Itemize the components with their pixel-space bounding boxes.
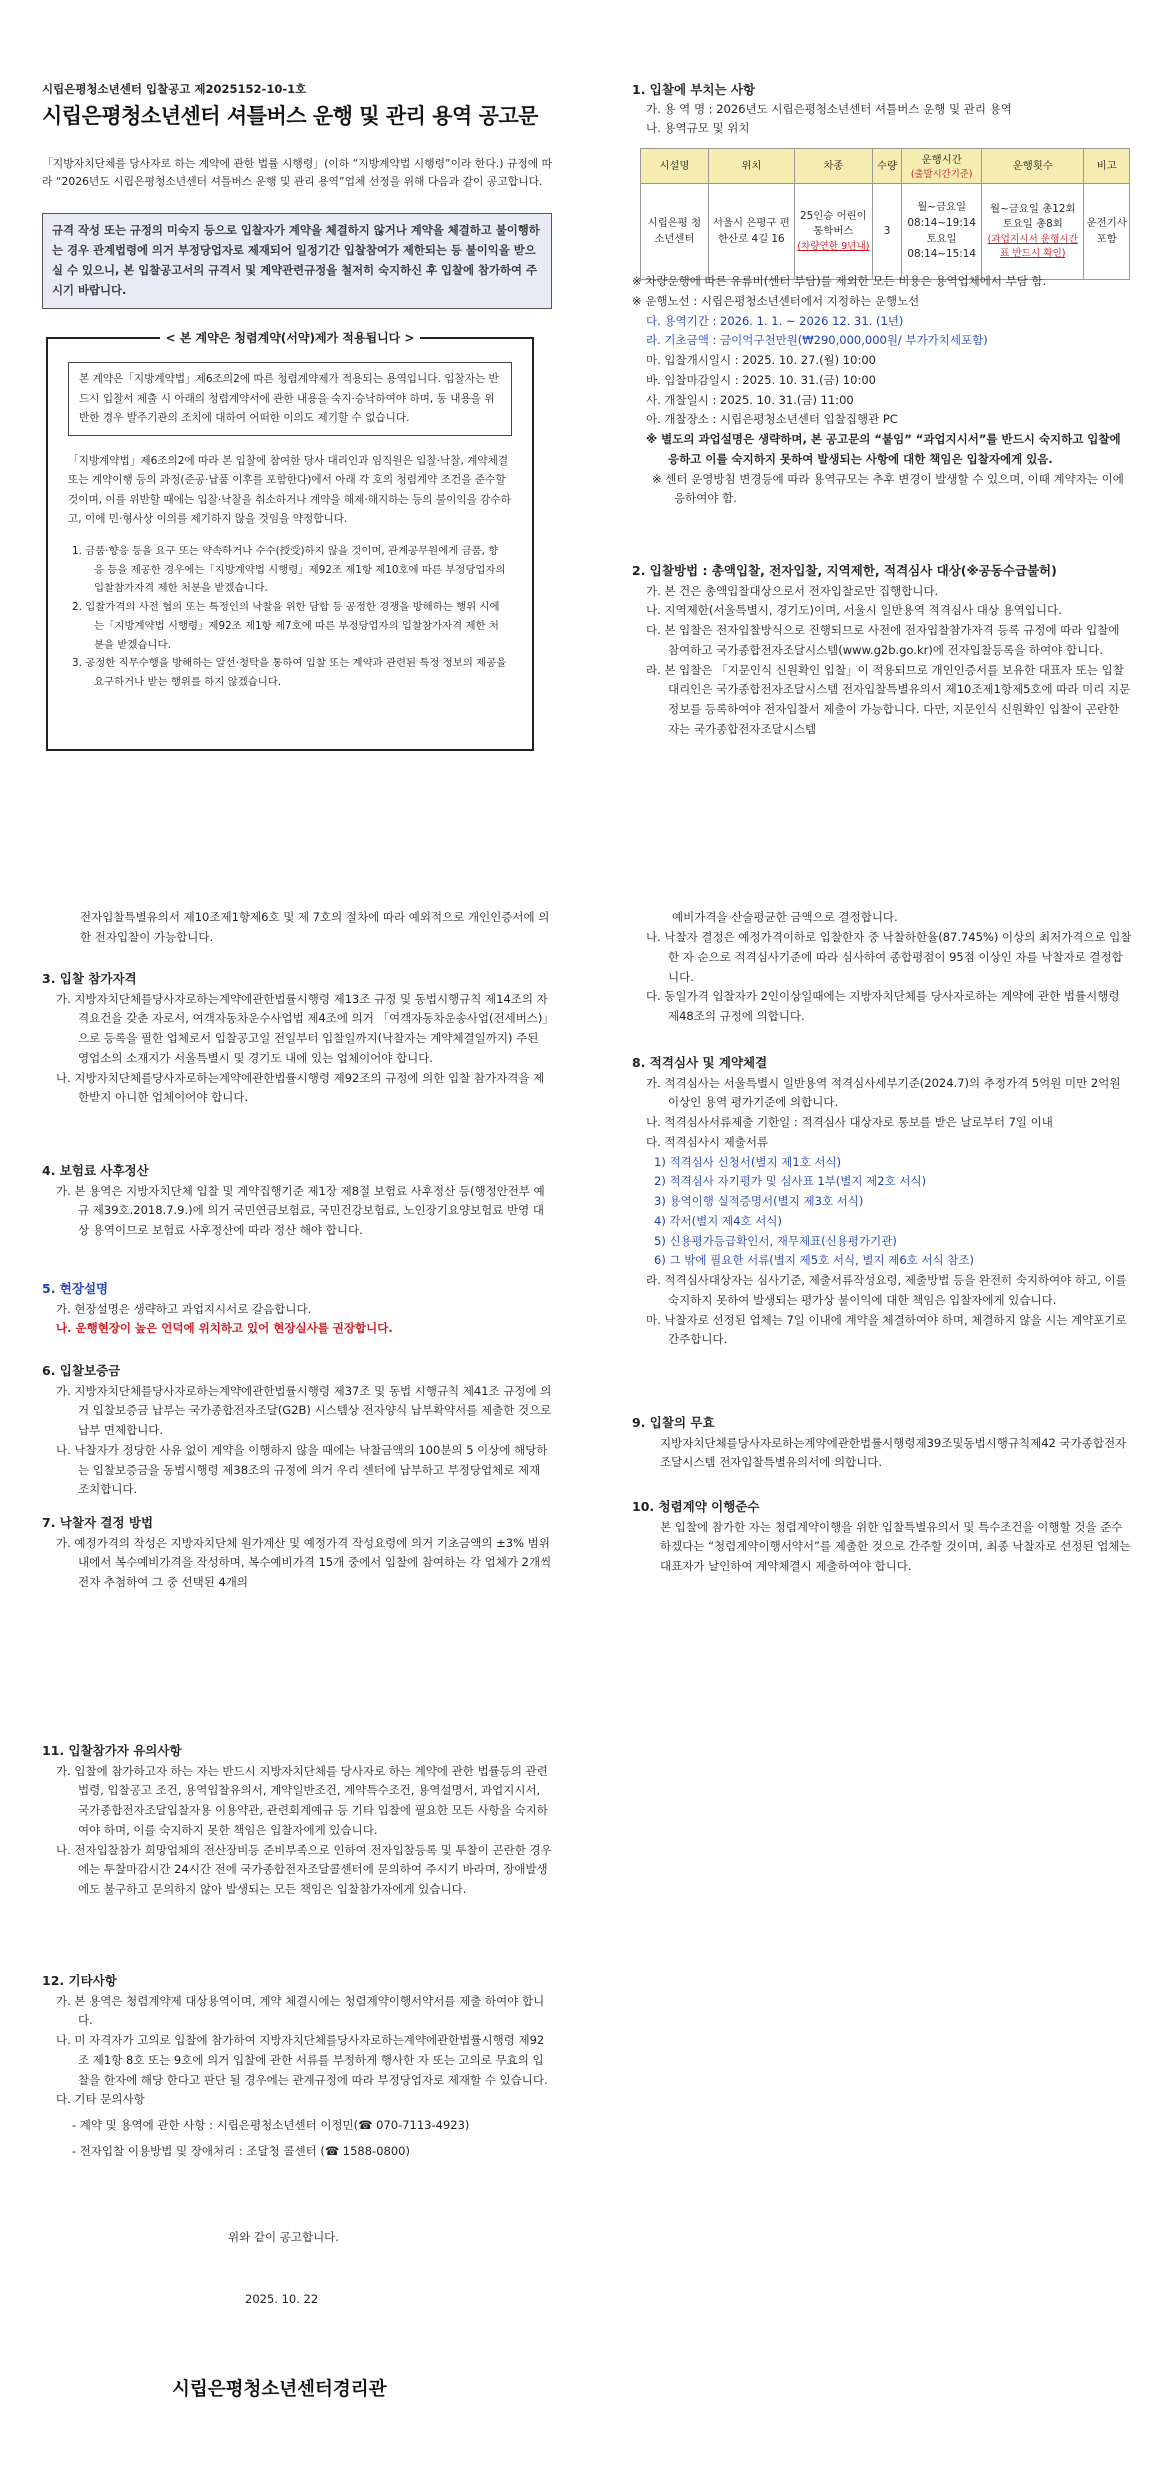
section-11-item: 나. 전자입찰참가 희망업체의 전산장비등 준비부족으로 인하여 전자입찰등록 및 투찰이 곤란한 경우에는 투찰마감시간 24시간 전에 국가종합전자조달콜센터에 문의하여 주시기 바라며, 장애발생에도 불구하고 문의하지 않아 발생되는 모든 책임은 입찰참가자에게 있습니다. <box>56 1842 552 1897</box>
table-header: 수량 <box>872 149 901 184</box>
table-cell: 서울시 은평구 편한산로 4길 16 <box>708 184 794 280</box>
section-1-period: 다. 용역기간 : 2026. 1. 1. ~ 2026 12. 31. (1년) <box>646 313 904 328</box>
table-header: 차종 <box>794 149 872 184</box>
section-5-title: 5. 현장설명 <box>42 1281 109 1296</box>
section-12-title: 12. 기타사항 <box>42 1973 117 1988</box>
section-3-item: 가. 지방자치단체를당사자로하는계약에관한법률시행령 제13조 규정 및 동법시행규칙 제14조의 자격요건을 갖춘 자로서, 여객자동차운수사업법 제4조에 의거 「여객자동차운송사업(전세버스)」으로 등록을 필한 업체로서 입찰공고일 전일부터 입찰일까지(낙찰자는 계약체결일까지) 주된 영업소의 소재지가 서울특별시 및 경기도 내에 있는 업체이어야 합니다. <box>56 991 549 1065</box>
section-7-item: 다. 동일가격 입찰자가 2인이상일때에는 지방자치단체를 당사자로하는 계약에 관한 법률시행령 제48조의 규정에 의합니다. <box>646 989 1120 1024</box>
section-12-item: 가. 본 용역은 청렴계약제 대상용역이며, 계약 체결시에는 청렴계약이행서약서를 제출 하여야 합니다. <box>56 1993 545 2028</box>
section-6-item: 나. 낙찰자가 정당한 사유 없이 계약을 이행하지 않을 때에는 낙찰금액의 100분의 5 이상에 해당하는 입찰보증금을 동법시행령 제38조의 규정에 의거 우리 센터에 납부하고 부정당업체로 제재 조치합니다. <box>56 1442 548 1497</box>
issuing-organization: 시립은평청소년센터경리관 <box>172 2379 387 2400</box>
section-3-title: 3. 입찰 참가자격 <box>42 971 137 986</box>
section-2-continued: 전자입찰특별유의서 제10조제1항제6호 및 제 7호의 절차에 따라 예외적으로 개인인증서에 의한 전자입찰이 가능합니다. <box>80 910 550 944</box>
table-header: 비고 <box>1084 149 1130 184</box>
section-2-item: 가. 본 건은 총액입찰대상으로서 전자입찰로만 집행합니다. <box>646 583 939 598</box>
section-2-item: 라. 본 입찰은 「지문인식 신원확인 입찰」이 적용되므로 개인인증서를 보유한 대표자 또는 입찰대리인은 국가종합전자조달시스템 전자입찰특별유의서 제10조제1항제5호에 따라 미리 지문정보를 등록하여야 전자입찰서 제출이 가능합니다. 다만, 지문인식 신원확인 입찰이 곤란한 자는 국가종합전자조달시스템 <box>646 662 1131 736</box>
section-2-title: 2. 입찰방법 : 총액입찰, 전자입찰, 지역제한, 적격심사 대상(※공동수급불허) <box>632 563 1057 578</box>
document-list-item: 1) 적격심사 신청서(별지 제1호 서식) <box>654 1154 842 1169</box>
section-1-item: 바. 입찰마감일시 : 2025. 10. 31.(금) 10:00 <box>646 372 876 387</box>
integrity-item: 3. 공정한 직무수행을 방해하는 알선·청탁을 통하여 입찰 또는 계약과 관련된 특정 정보의 제공을 요구하거나 받는 행위를 하지 않겠습니다. <box>72 657 507 689</box>
notice-number: 시립은평청소년센터 입찰공고 제2025152-10-1호 <box>42 82 307 96</box>
section-8-item: 마. 낙찰자로 선정된 업체는 7일 이내에 계약을 체결하여야 하며, 체결하지 않을 시는 계약포기로 간주합니다. <box>646 1312 1127 1347</box>
integrity-item: 1. 금품·향응 등을 요구 또는 약속하거나 수수(授受)하지 않을 것이며, 관계공무원에게 금품, 향응 등을 제공한 경우에는「지방계약법 시행령」제92조 제1항 제10호에 따른 부정당업자의 입찰참가자격 제한 처분을 받겠습니다. <box>72 545 506 595</box>
table-header: 위치 <box>708 149 794 184</box>
page-title: 시립은평청소년센터 셔틀버스 운행 및 관리 용역 공고문 <box>42 103 538 128</box>
section-10-title: 10. 청렴계약 이행준수 <box>632 1499 760 1514</box>
announcement-date: 2025. 10. 22 <box>245 2292 319 2306</box>
section-5-item: 가. 현장설명은 생략하고 과업지시서로 갈음합니다. <box>56 1301 312 1316</box>
section-5-item: 나. 운행현장이 높은 언덕에 위치하고 있어 현장실사를 권장합니다. <box>56 1321 393 1336</box>
section-8-item: 라. 적격심사대상자는 심사기준, 제출서류작성요령, 제출방법 등을 완전히 숙지하여야 하고, 이를 숙지하지 못하여 발생되는 평가상 불이익에 대한 책임은 입찰자에게 있습니다. <box>646 1273 1127 1307</box>
section-2-item: 다. 본 입찰은 전자입찰방식으로 진행되므로 사전에 전자입찰참가자격 등록 규정에 따라 입찰에 참여하고 국가종합전자조달시스템(www.g2b.go.kr)에 전자입찰등록을 하여야 합니다. <box>646 623 1120 657</box>
section-4-title: 4. 보험료 사후정산 <box>42 1163 149 1178</box>
section-6-title: 6. 입찰보증금 <box>42 1363 121 1378</box>
section-8-item: 가. 적격심사는 서울특별시 일반용역 적격심사세부기준(2024.7)의 추정가격 5억원 미만 2억원 이상인 용역 평가기준에 의합니다. <box>646 1075 1121 1110</box>
table-cell: 3 <box>872 184 901 280</box>
document-list-item: 3) 용역이행 실적증명서(별지 제3호 서식) <box>654 1194 864 1209</box>
section-8-item: 다. 적격심사시 제출서류 <box>646 1134 769 1149</box>
section-1-note: ※ 차량운행에 따른 유류비(센터 부담)를 제외한 모든 비용은 용역업체에서 부담 함. <box>632 274 1047 288</box>
section-8-item: 나. 적격심사서류제출 기한일 : 적격심사 대상자로 통보를 받은 날로부터 7일 이내 <box>646 1115 1053 1130</box>
section-10-body: 본 입찰에 참가한 자는 청렴계약이행을 위한 입찰특별유의서 및 특수조건을 이행할 것을 준수하겠다는 “청렴계약이행서약서”를 제출한 것으로 간주할 것이며, 최종 낙찰자로 선정된 업체는 대표자가 날인하여 계약체결시 제출하여야 합니다. <box>660 1519 1131 1574</box>
section-3-item: 나. 지방자치단체를당사자로하는계약에관한법률시행령 제92조의 규정에 의한 입찰 참가자격을 제한받지 아니한 업체이어야 합니다. <box>56 1070 545 1105</box>
section-1-warning: ※ 별도의 과업설명은 생략하며, 본 공고문의 “붙임” “과업지시서”를 반드시 숙지하고 입찰에 응하고 이를 숙지하지 못하여 발생되는 사항에 대한 책임은 입찰자에게 있음. <box>646 432 1121 466</box>
integrity-contract-heading: < 본 계약은 청렴계약(서약)제가 적용됩니다 > <box>160 329 420 348</box>
document-list-item: 6) 그 밖에 필요한 서류(별지 제5호 서식, 별지 제6호 서식 참조) <box>654 1253 975 1268</box>
section-2-item: 나. 지역제한(서울특별시, 경기도)이며, 서울시 일반용역 적격심사 대상 용역입니다. <box>646 603 1062 618</box>
table-cell: 운전기사 포함 <box>1084 184 1130 280</box>
contact-line: - 전자입찰 이용방법 및 장애처리 : 조달청 콜센터 (☎ 1588-0800) <box>72 2143 410 2158</box>
section-11-item: 가. 입찰에 참가하고자 하는 자는 반드시 지방자치단체를 당사자로 하는 계약에 관한 법률등의 관련법령, 입찰공고 조건, 용역입찰유의서, 계약일반조건, 계약특수조건, 용역설명서, 과업지시서, 국가종합전자조달입찰자용 이용약관, 관련회계예규 등 기타 입찰에 필요한 모든 사항을 숙지하여야 하며, 이를 숙지하지 못한 책임은 입찰자에게 있습니다. <box>56 1763 548 1837</box>
section-7-item: 나. 낙찰자 결정은 예정가격이하로 입찰한자 중 낙찰하한율(87.745%) 이상의 최저가격으로 입찰한 자 순으로 적격심사기준에 따라 심사하여 종합평점이 95점 이상인 자를 낙찰자로 결정합니다. <box>646 930 1132 984</box>
table-cell: 월~금요일 총12회 토요일 총8회 (과업지시서 운행시간표 반드시 확인) <box>982 184 1084 280</box>
integrity-contract-box <box>46 331 534 751</box>
section-1-item: 마. 입찰개시일시 : 2025. 10. 27.(월) 10:00 <box>646 353 876 368</box>
table-header: 운행횟수 <box>982 149 1084 184</box>
closing-text: 위와 같이 공고합니다. <box>228 2230 339 2244</box>
warning-notice-box: 규격 작성 또는 규정의 미숙지 등으로 입찰자가 계약을 체결하지 않거나 계약을 체결하고 불이행하는 경우 관계법령에 의거 부정당업자로 제재되어 일정기간 입찰참여가 제한되는 등 불이익을 받으실 수 있으니, 본 입찰공고서의 규격서 및 계약관련규정을 철저히 숙지하신 후 입찰에 참가하여 주시기 바랍니다. <box>42 213 552 309</box>
section-1-item: 가. 용 역 명 : 2026년도 시립은평청소년센터 셔틀버스 운행 및 관리 용역 <box>646 102 1012 117</box>
section-8-title: 8. 적격심사 및 계약체결 <box>632 1055 768 1070</box>
integrity-inner-box: 본 계약은「지방계약법」제6조의2에 따른 청렴계약제가 적용되는 용역입니다. 입찰자는 반드시 입찰서 제출 시 아래의 청렴계약서에 관한 내용을 숙지·승낙하여야 하며, 동 내용을 위반한 경우 발주기관의 조치에 대하여 어떠한 이의도 제기할 수 없습니다. <box>68 362 512 435</box>
section-12-item: 나. 미 자격자가 고의로 입찰에 참가하여 지방자치단체를당사자로하는계약에관한법률시행령 제92조 제1항 8호 또는 9호에 의거 입찰에 관한 서류를 부정하게 행사한 자 또는 고의로 무효의 입찰을 한자에 해당 한다고 판단 될 경우에는 관계규정에 따라 부정당업자로 제재할 수 있습니다. <box>56 2033 548 2087</box>
section-1-base-amount: 라. 기초금액 : 금이억구천만원(₩290,000,000원/ 부가가치세포함) <box>646 333 988 348</box>
contact-line: - 계약 및 용역에 관한 사항 : 시립은평청소년센터 이정민(☎ 070-7113-4923) <box>72 2118 470 2133</box>
section-9-title: 9. 입찰의 무효 <box>632 1415 715 1430</box>
section-7-title: 7. 낙찰자 결정 방법 <box>42 1515 154 1530</box>
section-7-item: 가. 예정가격의 작성은 지방자치단체 원가계산 및 예정가격 작성요령에 의거 기초금액의 ±3% 범위내에서 복수예비가격을 작성하며, 복수예비가격 15개 중에서 입찰에 참여하는 각 업체가 2개씩 전자 추첨하여 그 중 선택된 4개의 <box>56 1535 552 1590</box>
section-1-item: 나. 용역규모 및 위치 <box>646 120 750 135</box>
table-cell: 25인승 어린이통학버스 (차량연한 9년내) <box>794 184 872 280</box>
section-4-item: 가. 본 용역은 지방자치단체 입찰 및 계약집행기준 제1장 제8절 보험료 사후정산 등(행정안전부 예규 제39호.2018.7.9.)에 의거 국민연금보험료, 국민건강보험료, 노인장기요양보험료 반영 대상 용역이므로 보험료 사후정산에 따라 정산 해야 합니다. <box>56 1183 545 1238</box>
document-list-item: 2) 적격심사 자기평가 및 심사표 1부(별지 제2호 서식) <box>654 1174 927 1189</box>
section-1-warning: ※ 센터 운영방침 변경등에 따라 용역규모는 추후 변경이 발생할 수 있으며, 이때 계약자는 이에 응하여야 함. <box>652 471 1124 506</box>
section-9-body: 지방자치단체를당사자로하는계약에관한법률시행령제39조및동법시행규칙제42 국가종합전자조달시스템 전자입찰특별유의서에 의합니다. <box>660 1435 1127 1470</box>
table-cell: 시립은평 청소년센터 <box>641 184 709 280</box>
service-table <box>640 148 1130 280</box>
intro-text: 「지방자치단체를 당사자로 하는 계약에 관한 법률 시행령」(이하 “지방계약법 시행령”이라 한다.) 규정에 따라 “2026년도 시립은평청소년센터 셔틀버스 운행 및 관리 용역”업체 선정을 위해 다음과 같이 공고합니다. <box>42 157 553 189</box>
section-1-item: 사. 개찰일시 : 2025. 10. 31.(금) 11:00 <box>646 392 854 407</box>
section-6-item: 가. 지방자치단체를당사자로하는계약에관한법률시행령 제37조 및 동법 시행규칙 제41조 규정에 의거 입찰보증금 납부는 국가종합전자조달(G2B) 시스템상 전자양식 납부확약서를 제출한 것으로 납부 면제합니다. <box>56 1383 552 1438</box>
document-list-item: 4) 각서(별지 제4호 서식) <box>654 1213 782 1228</box>
section-1-note: ※ 운행노선 : 시립은평청소년센터에서 지정하는 운행노선 <box>632 293 920 308</box>
section-11-title: 11. 입찰참가자 유의사항 <box>42 1743 182 1758</box>
section-1-item: 아. 개찰장소 : 시립은평청소년센터 입찰집행관 PC <box>646 412 898 427</box>
table-cell: 월~금요일 08:14~19:14 토요일 08:14~15:14 <box>902 184 982 280</box>
table-header: 운행시간 (출발시간기준) <box>902 149 982 184</box>
section-7-continued: 예비가격을 산술평균한 금액으로 결정합니다. <box>672 910 898 924</box>
table-header: 시설명 <box>641 149 709 184</box>
section-1-title: 1. 입찰에 부치는 사항 <box>632 82 756 97</box>
integrity-item: 2. 입찰가격의 사전 협의 또는 특정인의 낙찰을 위한 담합 등 공정한 경쟁을 방해하는 행위 시에는「지방계약법 시행령」제92조 제1항 제7호에 따른 부정당업자의 입찰참가자격 제한 처분을 받겠습니다. <box>72 601 500 651</box>
integrity-paragraph: 「지방계약법」제6조의2에 따라 본 입찰에 참여한 당사 대리인과 임직원은 입찰·낙찰, 계약체결 또는 계약이행 등의 과정(준공·납품 이후를 포함한다)에서 아래 각 호의 청렴계약 조건을 준수할 것이며, 이를 위반할 때에는 입찰·낙찰을 취소하거나 계약을 해제·해지하는 등의 불이익을 감수하고, 이에 민·형사상 이의를 제기하지 않을 것임을 약정합니다. <box>68 454 511 526</box>
section-12-item: 다. 기타 문의사항 <box>56 2092 145 2107</box>
document-list-item: 5) 신용평가등급확인서, 재무제표(신용평가기관) <box>654 1233 897 1248</box>
